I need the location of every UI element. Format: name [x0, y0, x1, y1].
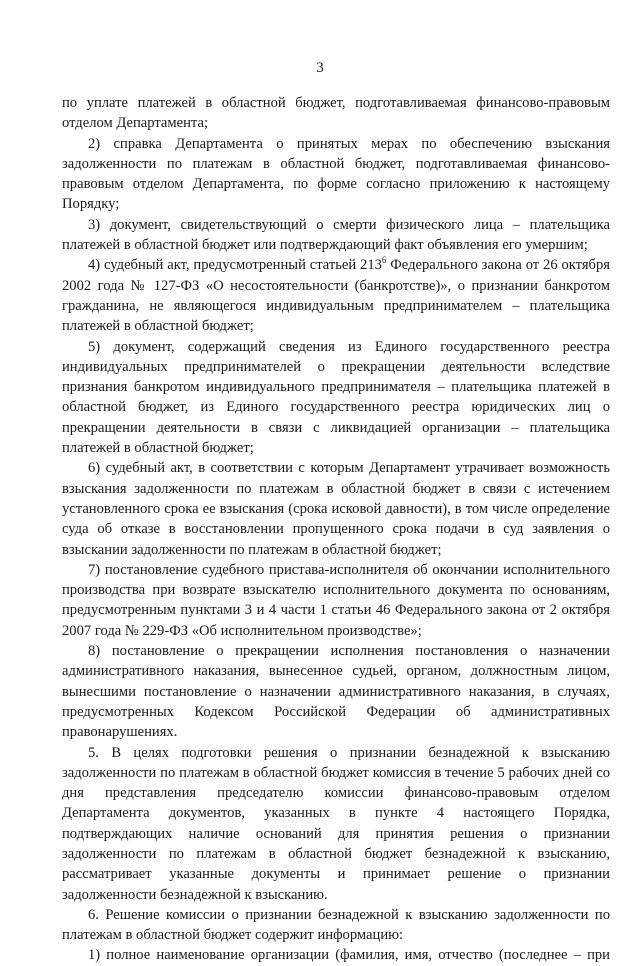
item-4-text-after: Федерального закона от 26 октября 2002 года № 127-ФЗ «О несостоятельности (банкротстве)», о признании банкротом гражданина, не являющегося индивидуальным предпринимателем – плательщика платежей в областной бюджет;: [62, 257, 610, 335]
paragraph-item-7: 7) постановление судебного пристава-исполнителя об окончании исполнительного производства при возврате взыскателю исполнительного документа по основаниям, предусмотренным пунктами 3 и 4 части 1 статьи 46 Федерального закона от 2 октября 2007 года № 229-ФЗ «Об исполнительном производстве»;: [62, 561, 610, 639]
paragraph-item-2: 2) справка Департамента о принятых мерах по обеспечению взыскания задолженности по платежам в областной бюджет, подготавливаемая финансово-правовым отделом Департамента, по форме согласно приложению к настоящему Порядку;: [62, 135, 610, 213]
paragraph-section-6: 6. Решение комиссии о признании безнадежной к взысканию задолженности по платежам в областной бюджет содержит информацию:: [62, 906, 610, 944]
paragraph-item-8: 8) постановление о прекращении исполнения постановления о назначении административного наказания, вынесенное судьей, органом, должностным лицом, вынесшими постановление о назначении административного наказания, в случаях, предусмотренных Кодексом Российской Федерации об административных правонарушениях.: [62, 643, 610, 741]
paragraph-item-4: [62, 255, 610, 336]
paragraph-item-3: 3) документ, свидетельствующий о смерти физического лица – плательщика платежей в областной бюджет или подтверждающий факт объявления его умершим;: [62, 216, 610, 254]
paragraph-section-5: 5. В целях подготовки решения о признании безнадежной к взысканию задолженности по платежам в областной бюджет комиссия в течение 5 рабочих дней со дня представления председателю комиссии финансово-правовым отделом Департамента документов, указанных в пункте 4 настоящего Порядка, подтверждающих наличие оснований для принятия решения о признании задолженности по платежам в областной бюджет безнадежной к взысканию, рассматривает указанные документы и принимает решение о признании задолженности безнадежной к взысканию.: [62, 744, 610, 903]
paragraph-item-6: 6) судебный акт, в соответствии с которым Департамент утрачивает возможность взыскания задолженности по платежам в областной бюджет в связи с истечением установленного срока ее взыскания (срока исковой давности), в том числе определение суда об отказе в восстановлении пропущенного срока подачи в суд заявления о взыскании задолженности по платежам в областной бюджет;: [62, 460, 610, 558]
page-number: 3: [316, 60, 324, 76]
article-superscript: 6: [381, 255, 387, 266]
item-4-text-before: 4) судебный акт, предусмотренный статьей 213: [88, 257, 382, 274]
paragraph-item-5: 5) документ, содержащий сведения из Единого государственного реестра индивидуальных предпринимателей о прекращении деятельности вследствие признания банкротом индивидуального предпринимателя – плательщика платежей в областной бюджет, из Единого государственного реестра юридических лиц о прекращении деятельности в связи с ликвидацией организации – плательщика платежей в областной бюджет;: [62, 338, 610, 457]
document-body: [62, 93, 610, 966]
paragraph-list-item-1: 1) полное наименование организации (фамилия, имя, отчество (последнее – при: [88, 947, 610, 964]
paragraph-continuation: по уплате платежей в областной бюджет, подготавливаемая финансово-правовым отделом Департамента;: [62, 95, 610, 132]
